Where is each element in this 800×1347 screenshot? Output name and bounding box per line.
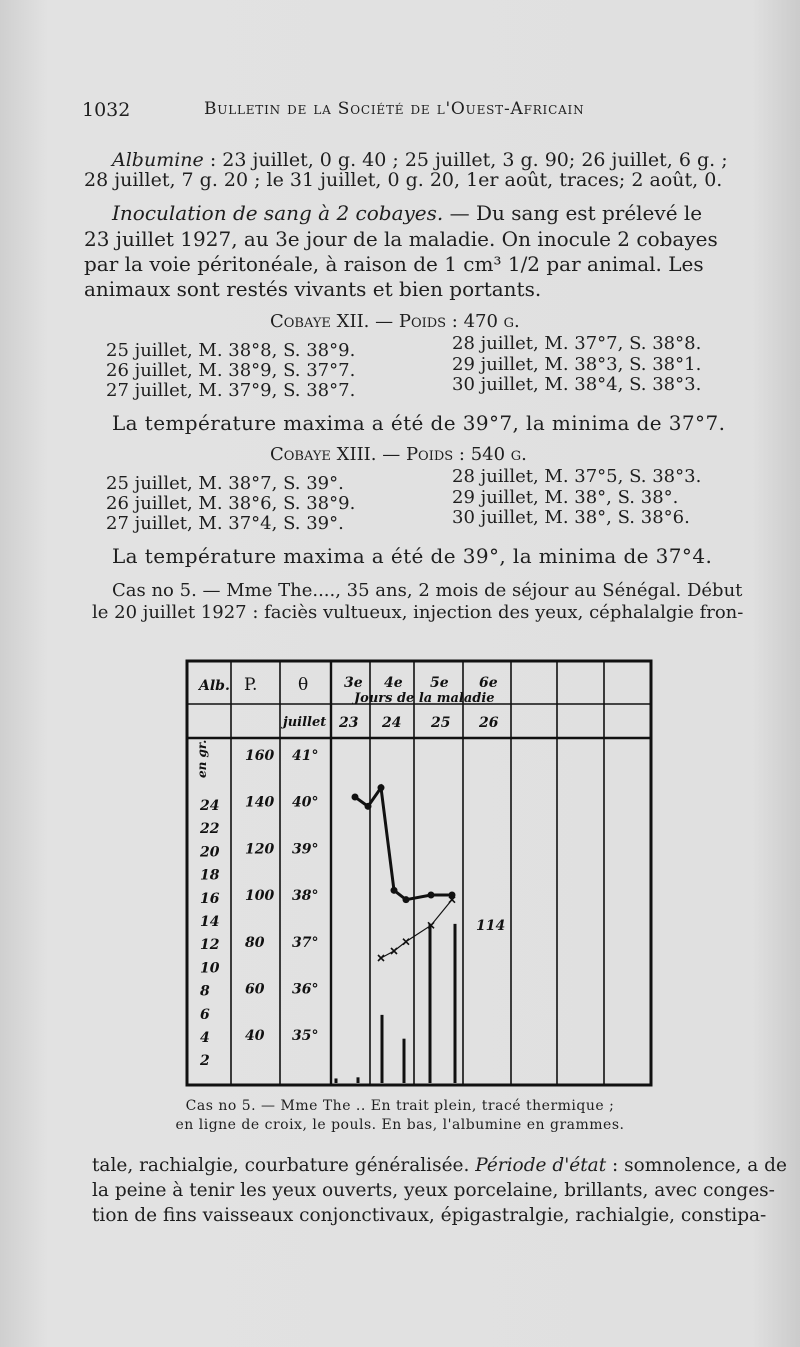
date-26: 26 [479,715,499,731]
inoculation-text-1: — Du sang est prélevé le [443,201,703,225]
scale-temp-37°: 37° [292,934,319,951]
day-number-6: 6e [479,675,498,691]
cas5-text-1: Cas no 5. — Mme The...., 35 ans, 2 mois de séjour au Sénégal. Début [112,580,743,601]
cobaye13-left-3: 27 juillet, M. 37°4, S. 39°. [106,513,344,534]
scale-alb-18: 18 [200,867,220,884]
temperature-point-4 [403,896,410,903]
cobaye12-left-3: 27 juillet, M. 37°9, S. 38°7. [106,380,356,401]
scale-alb-2: 2 [200,1053,210,1070]
continuation-1c: : somnolence, a de [606,1155,787,1176]
temperature-point-6 [449,892,456,899]
albumine-text-2: 28 juillet, 7 g. 20 ; le 31 juillet, 0 g. 20, 1er août, traces; 2 août, 0. [84,169,723,191]
pulse-point-0 [378,955,384,961]
scale-pulse-140: 140 [245,794,275,811]
cobaye13-left-2: 26 juillet, M. 38°6, S. 38°9. [106,493,356,514]
figure-caption-2: en ligne de croix, le pouls. En bas, l'albumine en grammes. [175,1117,625,1133]
month-label: juillet [283,715,327,730]
day-number-3: 3e [344,675,363,691]
albumine-bars [336,924,455,1083]
cas5-text-2: le 20 juillet 1927 : faciès vultueux, injection des yeux, céphalalgie fron- [92,602,744,623]
figure-caption-1: Cas no 5. — Mme The .. En trait plein, tracé thermique ; [185,1098,615,1114]
cobaye12-summary: La température maxima a été de 39°7, la minima de 37°7. [112,411,726,435]
header-theta: θ [298,675,309,695]
pulse-point-1 [391,948,397,954]
date-24: 24 [382,715,402,731]
temperature-point-3 [391,887,398,894]
scale-temp-38°: 38° [292,888,319,905]
cobaye12-left-2: 26 juillet, M. 38°9, S. 37°7. [106,360,356,381]
scale-pulse-40: 40 [245,1028,265,1045]
cobaye13-heading: Cobaye XIII. — Poids : 540 g. [270,444,527,465]
cobaye13-summary: La température maxima a été de 39°, la minima de 37°4. [112,544,713,568]
scale-pulse-160: 160 [245,748,275,764]
page-number: 1032 [82,99,131,121]
chart-frame [187,661,651,1085]
cobaye12-heading: Cobaye XII. — Poids : 470 g. [270,311,520,332]
inoculation-label: Inoculation de sang à 2 cobayes. [112,201,444,225]
scale-alb-6: 6 [200,1006,210,1023]
inoculation-text-4: animaux sont restés vivants et bien portants. [84,277,542,301]
scale-pulse-60: 60 [245,981,265,998]
pulse-series [378,897,455,961]
pulse-point-2 [403,939,409,945]
cobaye12-left-1: 25 juillet, M. 38°8, S. 38°9. [106,340,356,361]
scale-alb-12: 12 [200,937,220,954]
header-alb: Alb. [199,678,230,694]
cobaye13-left-1: 25 juillet, M. 38°7, S. 39°. [106,473,344,494]
scale-temp-41°: 41° [292,748,319,764]
day-number-5: 5e [430,675,449,691]
scale-alb-10: 10 [200,960,220,977]
continuation-1a: tale, rachialgie, courbature généralisée. [92,1155,476,1176]
continuation-text-1 [92,1155,787,1176]
cobaye12-right-3: 30 juillet, M. 38°4, S. 38°3. [452,374,702,395]
date-25: 25 [431,715,451,731]
scale-alb-16: 16 [200,890,220,907]
cobaye12-right-1: 28 juillet, M. 37°7, S. 38°8. [452,333,702,354]
continuation-text-3: tion de fins vaisseaux conjonctivaux, épigastralgie, rachialgie, constipa- [92,1205,767,1226]
cobaye13-right-2: 29 juillet, M. 38°, S. 38°. [452,487,679,508]
cobaye12-right-2: 29 juillet, M. 38°3, S. 38°1. [452,354,702,375]
scale-alb-unit: en gr. [195,739,209,778]
temperature-point-1 [365,803,372,810]
scale-pulse-80: 80 [245,934,265,951]
scale-alb-22: 22 [200,821,220,838]
running-title: Bulletin de la Société de l'Ouest-Africain [204,99,585,119]
scale-temp-40°: 40° [292,794,319,811]
scale-pulse-100: 100 [245,888,275,905]
scale-alb-24: 24 [200,798,220,814]
days-label: Jours de la maladie [354,691,495,706]
albumine-label: Albumine [112,149,204,171]
temperature-point-2 [378,784,385,791]
continuation-text-2: la peine à tenir les yeux ouverts, yeux porcelaine, brillants, avec conges- [92,1180,775,1201]
date-23: 23 [339,715,359,731]
scale-alb-4: 4 [200,1030,210,1046]
scale-alb-14: 14 [200,914,220,930]
scale-temp-36°: 36° [292,981,319,998]
inoculation-text-2: 23 juillet 1927, au 3e jour de la maladie. On inocule 2 cobayes [84,227,718,251]
scale-temp-35°: 35° [292,1028,319,1045]
cobaye13-right-1: 28 juillet, M. 37°5, S. 38°3. [452,466,702,487]
scale-alb-8: 8 [200,983,210,1000]
temperature-point-0 [352,794,359,801]
temperature-series [352,784,456,903]
temperature-point-5 [428,892,435,899]
periode-etat: Période d'état [475,1155,607,1176]
albumine-text-1: : 23 juillet, 0 g. 40 ; 25 juillet, 3 g. 90; 26 juillet, 6 g. ; [203,149,728,171]
scale-temp-39°: 39° [292,841,319,858]
day-number-4: 4e [384,675,403,691]
cobaye13-right-3: 30 juillet, M. 38°, S. 38°6. [452,507,690,528]
header-p: P. [244,675,258,695]
inoculation-text-3: par la voie péritonéale, à raison de 1 cm³ 1/2 par animal. Les [84,252,704,276]
scale-alb-20: 20 [200,844,220,861]
scale-pulse-120: 120 [245,841,275,858]
chart-scales [199,748,318,1069]
pulse-end-label: 114 [476,918,506,934]
